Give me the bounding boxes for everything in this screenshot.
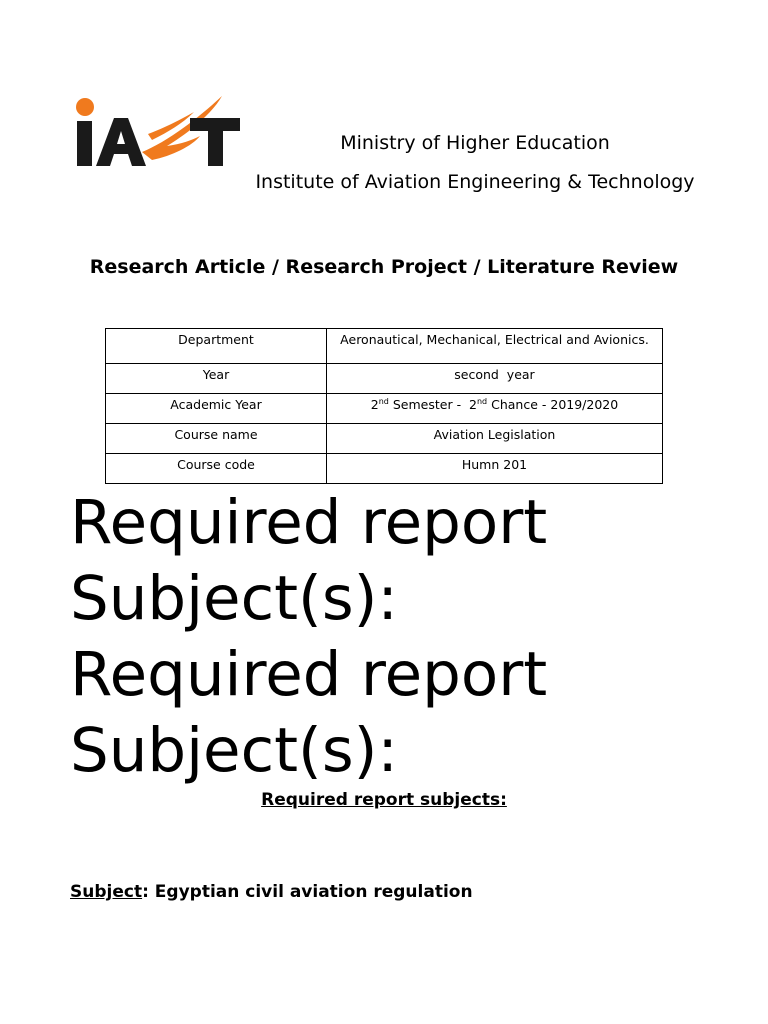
- course-info-table: [105, 328, 663, 484]
- row-label: Academic Year: [106, 394, 327, 424]
- heading-line: Subject(s):: [70, 563, 398, 634]
- academic-year-part: Semester - 2: [388, 397, 477, 413]
- heading-line: Required report: [70, 487, 548, 558]
- ministry-name: Ministry of Higher Education: [340, 132, 610, 154]
- subject-label: Subject: [70, 882, 143, 902]
- subject-line: [70, 882, 473, 902]
- logo-letter-i: [77, 121, 92, 166]
- institution-header: [240, 124, 710, 202]
- row-label: Course name: [106, 424, 327, 454]
- table-row: [106, 424, 663, 454]
- row-label: Course code: [106, 454, 327, 484]
- table-row: [106, 329, 663, 364]
- academic-year-part: Chance - 2019/2020: [487, 397, 619, 413]
- academic-year-part: 2: [370, 397, 379, 413]
- row-value: Aviation Legislation: [327, 424, 663, 454]
- row-value: [327, 394, 663, 424]
- table-row: [106, 454, 663, 484]
- table-row: [106, 394, 663, 424]
- subjects-heading: Required report subjects:: [261, 790, 507, 810]
- document-title: Research Article / Research Project / Literature Review: [89, 256, 679, 278]
- subject-text: : Egyptian civil aviation regulation: [142, 882, 473, 902]
- logo-letter-a: [96, 118, 146, 166]
- row-value: second year: [327, 364, 663, 394]
- row-value: Humn 201: [327, 454, 663, 484]
- logo-dot: [76, 98, 94, 116]
- heading-line: Required report: [70, 639, 548, 710]
- institute-name: Institute of Aviation Engineering & Technology: [255, 171, 695, 193]
- row-value: Aeronautical, Mechanical, Electrical and Avionics.: [327, 329, 663, 364]
- heading-line: Subject(s):: [70, 715, 398, 786]
- iaet-logo: [72, 94, 242, 168]
- ordinal-suffix: nd: [378, 397, 389, 406]
- row-label: Year: [106, 364, 327, 394]
- logo-letter-t-stem: [208, 118, 223, 166]
- table-row: [106, 364, 663, 394]
- required-report-heading: [70, 485, 547, 789]
- ordinal-suffix: nd: [476, 397, 488, 406]
- row-label: Department: [106, 329, 327, 364]
